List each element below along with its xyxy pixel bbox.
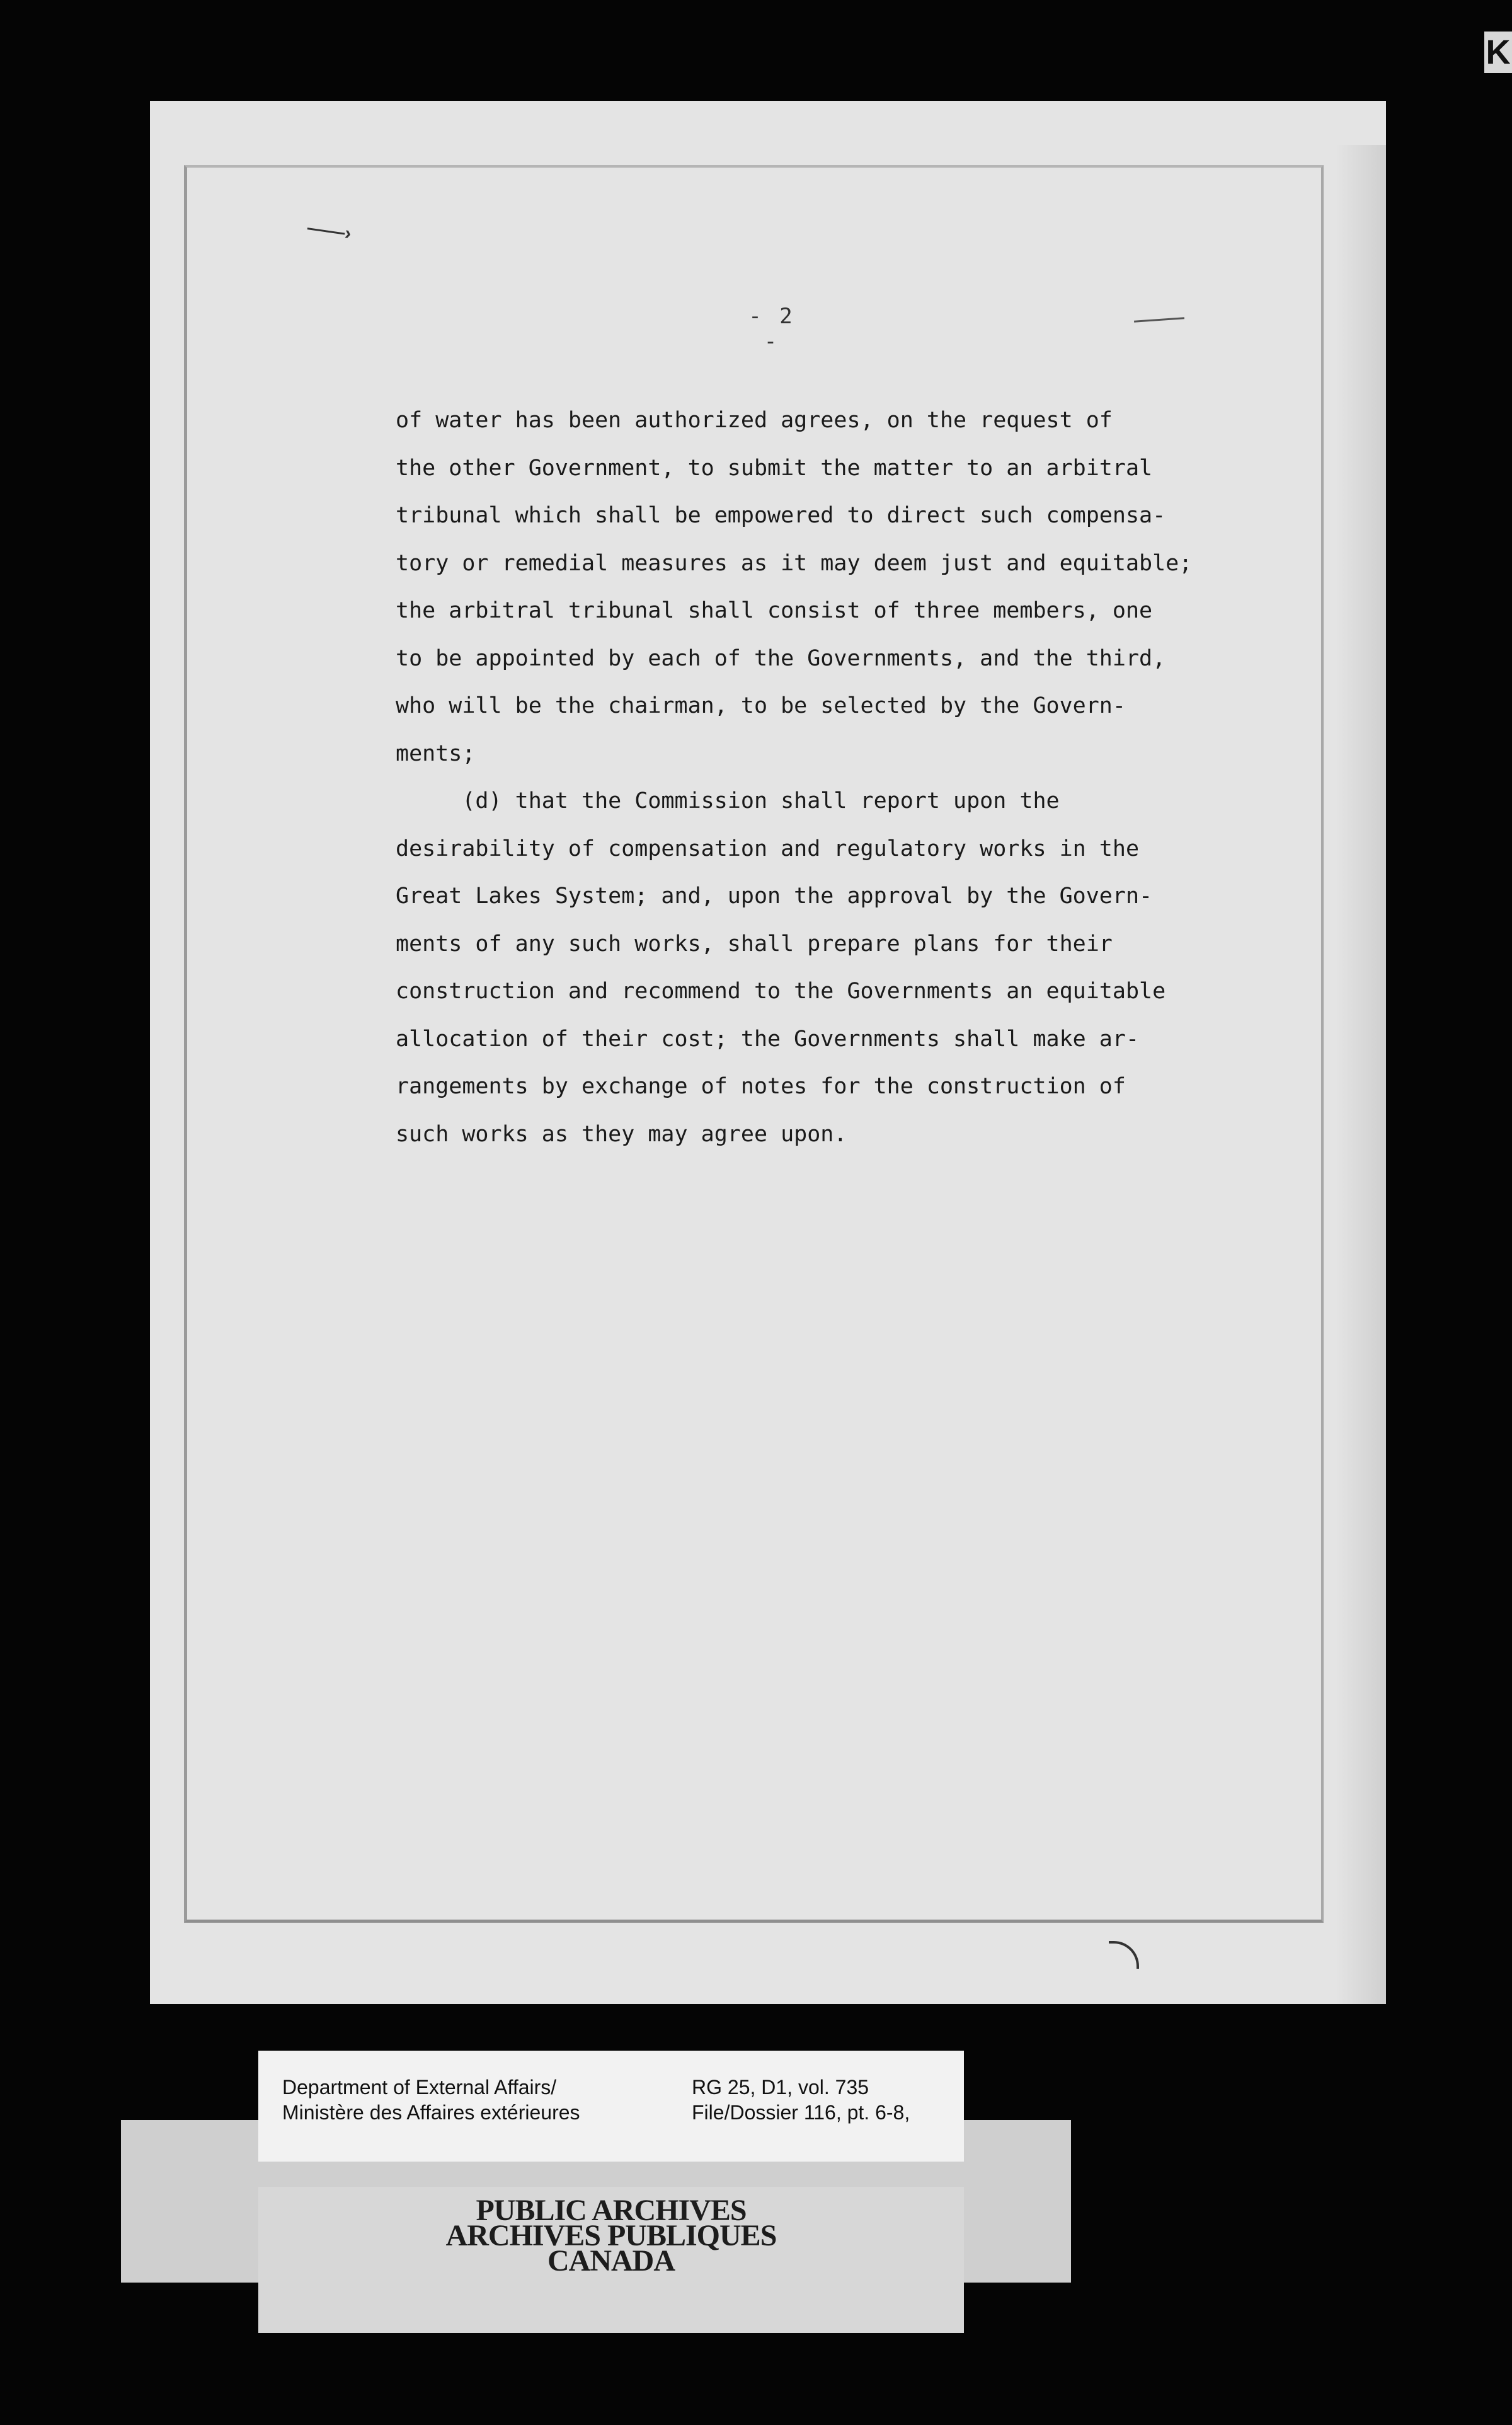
text-line: construction and recommend to the Governments an equitable bbox=[396, 979, 1166, 1004]
archives-line-en: PUBLIC ARCHIVES bbox=[476, 2194, 747, 2227]
file-reference bbox=[692, 2075, 910, 2125]
text-line: rangements by exchange of notes for the construction of bbox=[396, 1074, 1126, 1099]
text-line: allocation of their cost; the Governments shall make ar- bbox=[396, 1026, 1140, 1052]
record-group: RG 25, D1, vol. 735 bbox=[692, 2076, 869, 2099]
department-reference bbox=[282, 2075, 580, 2125]
ink-smudge: ——› bbox=[306, 217, 353, 245]
department-name-fr: Ministère des Affaires extérieures bbox=[282, 2101, 580, 2124]
body-text bbox=[396, 397, 1265, 1158]
text-line: of water has been authorized agrees, on the request of bbox=[396, 408, 1113, 433]
file-dossier: File/Dossier 116, pt. 6-8, bbox=[692, 2101, 910, 2124]
corner-mark: K bbox=[1484, 32, 1512, 73]
text-line: tribunal which shall be empowered to direct such compensa- bbox=[396, 503, 1166, 528]
text-line: Great Lakes System; and, upon the approval by the Govern- bbox=[396, 884, 1153, 909]
archives-line-country: CANADA bbox=[547, 2244, 675, 2278]
text-line: the other Government, to submit the matter to an arbitral bbox=[396, 455, 1153, 481]
text-line: desirability of compensation and regulatory works in the bbox=[396, 836, 1140, 861]
text-line: who will be the chairman, to be selected by the Govern- bbox=[396, 693, 1126, 718]
department-name-en: Department of External Affairs/ bbox=[282, 2076, 557, 2099]
page-number: - 2 - bbox=[748, 304, 795, 354]
text-line: the arbitral tribunal shall consist of three members, one bbox=[396, 598, 1153, 623]
text-line: (d) that the Commission shall report upon the bbox=[396, 788, 1060, 814]
text-line: ments of any such works, shall prepare plans for their bbox=[396, 931, 1113, 957]
text-line: ments; bbox=[396, 740, 476, 766]
page-shadow bbox=[1336, 145, 1386, 2004]
text-line: such works as they may agree upon. bbox=[396, 1121, 847, 1147]
text-line: tory or remedial measures as it may deem just and equitable; bbox=[396, 550, 1193, 576]
text-line: to be appointed by each of the Governments, and the third, bbox=[396, 645, 1166, 671]
public-archives-stamp bbox=[391, 2194, 832, 2278]
archives-line-fr: ARCHIVES PUBLIQUES bbox=[445, 2219, 777, 2252]
